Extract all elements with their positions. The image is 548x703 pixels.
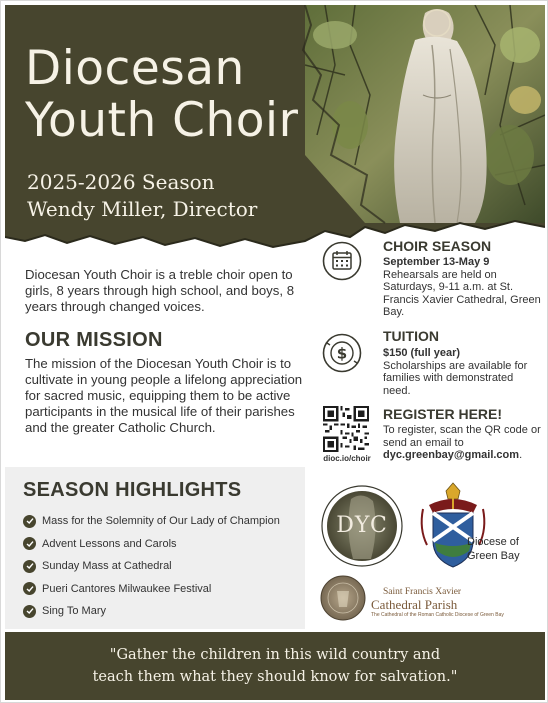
highlight-label: Pueri Cantores Milwaukee Festival	[42, 582, 212, 595]
choir-season-dates: September 13-May 9	[383, 256, 490, 268]
tuition-details	[383, 347, 543, 397]
list-item	[23, 510, 313, 533]
mission-paragraph: The mission of the Diocesan Youth Choir is to cultivate in young people a lifelong appreciation for sacred music, equipping them to be active participants in the musical life of their parishes and the greater Catholic Church.	[25, 356, 303, 435]
check-circle-icon	[23, 582, 36, 595]
footer-quote	[25, 644, 525, 688]
parish-tagline: The Cathedral of the Roman Catholic Diocese of Green Bay	[371, 612, 504, 618]
diocese-name-line-1: Diocese of	[467, 536, 519, 548]
choir-season-details	[383, 256, 543, 319]
parish-name-line-1: Saint Francis Xavier	[383, 587, 462, 597]
list-item	[23, 578, 313, 601]
dollar-icon	[322, 333, 362, 373]
svg-text:$: $	[336, 344, 348, 363]
choir-season-text: Rehearsals are held on Saturdays, 9-11 a.m. at St. Francis Xavier Cathedral, Green Bay.	[383, 268, 541, 318]
register-details	[383, 424, 547, 462]
check-circle-icon	[23, 605, 36, 618]
highlight-label: Advent Lessons and Carols	[42, 537, 177, 550]
register-text: To register, scan the QR code or send an email to	[383, 424, 541, 449]
register-email-period: .	[519, 449, 523, 461]
qr-caption: dioc.io/choir	[323, 454, 371, 463]
list-item	[23, 600, 313, 623]
choir-season-heading: CHOIR SEASON	[383, 238, 492, 254]
director-subtitle: Wendy Miller, Director	[27, 197, 258, 221]
list-item	[23, 555, 313, 578]
quote-line-1: "Gather the children in this wild country and	[109, 647, 441, 663]
dyc-logo-text: DYC	[336, 513, 388, 538]
parish-name-line-2: Cathedral Parish	[371, 597, 458, 612]
title-block	[25, 43, 345, 147]
highlight-label: Sing To Mary	[42, 605, 106, 618]
highlights-list	[23, 510, 313, 623]
diocese-name-line-2: Green Bay	[467, 550, 520, 562]
list-item	[23, 533, 313, 556]
mission-heading: OUR MISSION	[25, 329, 163, 351]
check-circle-icon	[23, 537, 36, 550]
calendar-icon	[322, 241, 362, 281]
intro-paragraph: Diocesan Youth Choir is a treble choir open to girls, 8 years through high school, and boys, 8 years through changed voices.	[25, 267, 295, 314]
title-line-2: Youth Choir	[25, 93, 299, 148]
register-email-link[interactable]: dyc.greenbay@gmail.com	[383, 449, 520, 461]
highlight-label: Mass for the Solemnity of Our Lady of Champion	[42, 515, 280, 528]
register-heading: REGISTER HERE!	[383, 406, 503, 422]
header-banner	[5, 5, 545, 255]
check-circle-icon	[23, 515, 36, 528]
parish-seal-icon	[321, 576, 365, 620]
quote-line-2: teach them what they should know for salvation."	[92, 669, 458, 685]
highlights-heading: SEASON HIGHLIGHTS	[23, 479, 242, 501]
qr-code[interactable]	[323, 406, 369, 452]
tuition-amount: $150 (full year)	[383, 347, 461, 359]
check-circle-icon	[23, 560, 36, 573]
tuition-text: Scholarships are available for families with demonstrated need.	[383, 359, 528, 397]
highlight-label: Sunday Mass at Cathedral	[42, 560, 172, 573]
tuition-heading: TUITION	[383, 328, 439, 344]
title-line-1: Diocesan	[25, 41, 245, 96]
season-subtitle: 2025-2026 Season	[27, 170, 215, 194]
